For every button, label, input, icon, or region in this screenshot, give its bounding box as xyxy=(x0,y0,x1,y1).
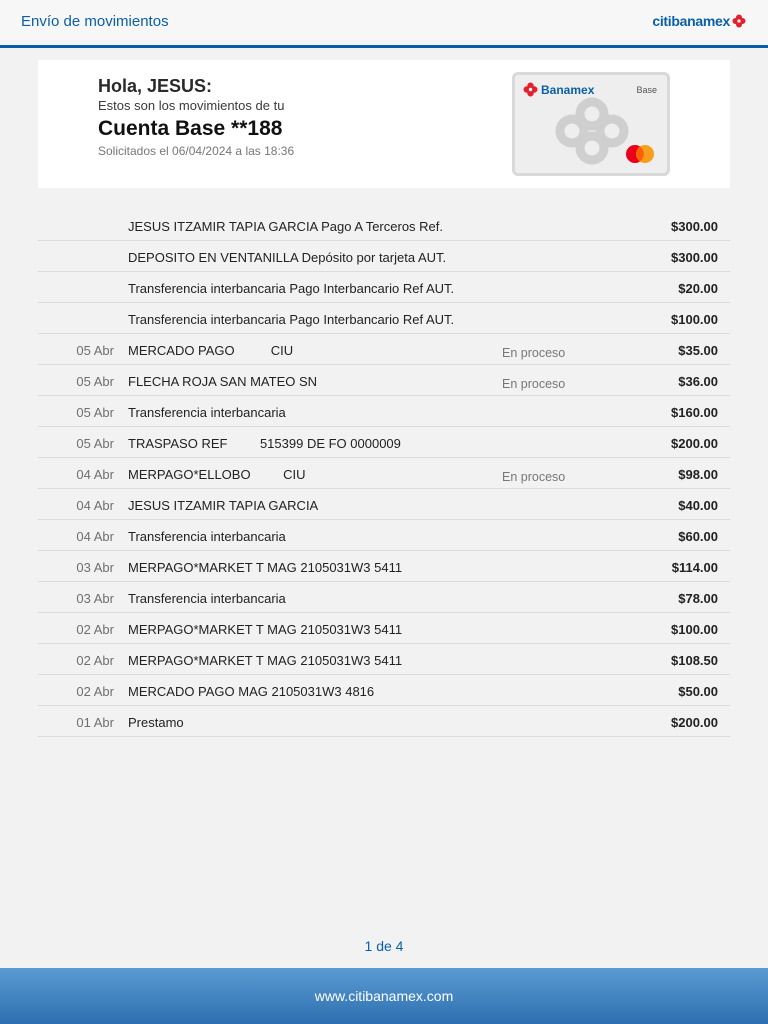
transaction-row xyxy=(38,675,730,706)
footer xyxy=(0,968,768,1024)
transaction-amount: $60.00 xyxy=(678,529,718,544)
transaction-date: 05 Abr xyxy=(76,405,114,420)
transaction-date: 02 Abr xyxy=(76,622,114,637)
card-brand-name: Banamex xyxy=(541,82,595,97)
transaction-amount: $300.00 xyxy=(671,219,718,234)
transaction-date: 04 Abr xyxy=(76,498,114,513)
transaction-row xyxy=(38,706,730,737)
transaction-description: JESUS ITZAMIR TAPIA GARCIA xyxy=(128,498,319,513)
transaction-amount: $78.00 xyxy=(678,591,718,606)
transaction-amount: $98.00 xyxy=(678,467,718,482)
transaction-row xyxy=(38,644,730,675)
page-title: Envío de movimientos xyxy=(21,13,169,30)
transaction-row xyxy=(38,489,730,520)
transaction-status: En proceso xyxy=(502,346,566,360)
requested-timestamp: Solicitados el 06/04/2024 a las 18:36 xyxy=(98,144,295,158)
transaction-amount: $200.00 xyxy=(671,436,718,451)
transaction-status: En proceso xyxy=(502,470,566,484)
greeting-hello: Hola, JESUS: xyxy=(98,76,213,96)
transactions-list xyxy=(38,210,730,737)
transaction-date: 04 Abr xyxy=(76,467,114,482)
transaction-amount: $40.00 xyxy=(678,498,718,513)
footer-url[interactable]: www.citibanamex.com xyxy=(314,988,454,1004)
banamex-flower-icon xyxy=(523,82,538,97)
transaction-description: Transferencia interbancaria xyxy=(128,405,286,420)
transaction-date: 01 Abr xyxy=(76,715,114,730)
transaction-row xyxy=(38,334,730,365)
transaction-date: 02 Abr xyxy=(76,684,114,699)
transaction-description: Transferencia interbancaria Pago Interbancario Ref AUT. xyxy=(128,281,455,296)
transaction-amount: $20.00 xyxy=(678,281,718,296)
transaction-row xyxy=(38,520,730,551)
transaction-description: Transferencia interbancaria xyxy=(128,591,286,606)
transaction-description: Prestamo xyxy=(128,715,184,730)
transaction-date: 05 Abr xyxy=(76,436,114,451)
top-bar xyxy=(0,0,768,48)
transaction-amount: $50.00 xyxy=(678,684,718,699)
transaction-date: 04 Abr xyxy=(76,529,114,544)
transaction-row xyxy=(38,396,730,427)
transaction-amount: $36.00 xyxy=(678,374,718,389)
transaction-description: JESUS ITZAMIR TAPIA GARCIA Pago A Terceros Ref. xyxy=(128,219,444,234)
transaction-date: 05 Abr xyxy=(76,343,114,358)
transaction-date: 03 Abr xyxy=(76,591,114,606)
transaction-row xyxy=(38,241,730,272)
transaction-row xyxy=(38,551,730,582)
transaction-description: Transferencia interbancaria Pago Interbancario Ref AUT. xyxy=(128,312,455,327)
transaction-date: 03 Abr xyxy=(76,560,114,575)
transaction-row xyxy=(38,272,730,303)
greeting-intro: Estos son los movimientos de tu xyxy=(98,98,285,113)
pagination-label: 1 de 4 xyxy=(364,938,404,954)
brand-banamex: banamex xyxy=(671,13,730,29)
transaction-amount: $100.00 xyxy=(671,622,718,637)
transaction-description: TRASPASO REF 515399 DE FO 0000009 xyxy=(128,436,401,451)
transaction-amount: $114.00 xyxy=(671,560,718,575)
account-name: Cuenta Base **188 xyxy=(98,117,283,140)
transaction-row xyxy=(38,458,730,489)
transaction-row xyxy=(38,613,730,644)
transaction-date: 02 Abr xyxy=(76,653,114,668)
transaction-description: MERCADO PAGO CIU xyxy=(128,343,294,358)
transaction-amount: $100.00 xyxy=(671,312,718,327)
transaction-description: FLECHA ROJA SAN MATEO SN xyxy=(128,374,318,389)
mastercard-icon xyxy=(623,143,657,165)
transaction-description: DEPOSITO EN VENTANILLA Depósito por tarjeta AUT. xyxy=(128,250,447,265)
transaction-row xyxy=(38,582,730,613)
transaction-description: MERCADO PAGO MAG 2105031W3 4816 xyxy=(128,684,375,699)
transaction-amount: $200.00 xyxy=(671,715,718,730)
banamex-flower-icon xyxy=(732,14,746,28)
transaction-description: Transferencia interbancaria xyxy=(128,529,286,544)
greeting-panel xyxy=(38,60,730,188)
transaction-row xyxy=(38,210,730,241)
transaction-amount: $160.00 xyxy=(671,405,718,420)
transaction-row xyxy=(38,303,730,334)
transaction-amount: $35.00 xyxy=(678,343,718,358)
citibanamex-logo xyxy=(652,13,746,29)
banamex-emblem-icon xyxy=(555,97,629,165)
transaction-description: MERPAGO*MARKET T MAG 2105031W3 5411 xyxy=(128,622,403,637)
card-product: Base xyxy=(636,85,657,95)
transaction-amount: $300.00 xyxy=(671,250,718,265)
transaction-date: 05 Abr xyxy=(76,374,114,389)
brand-citi: citi xyxy=(652,13,672,29)
transaction-amount: $108.50 xyxy=(671,653,718,668)
transaction-description: MERPAGO*ELLOBO CIU xyxy=(128,467,306,482)
card-image xyxy=(512,72,670,176)
transaction-row xyxy=(38,365,730,396)
card-brand-logo xyxy=(523,82,594,97)
transaction-status: En proceso xyxy=(502,377,566,391)
transaction-row xyxy=(38,427,730,458)
transaction-description: MERPAGO*MARKET T MAG 2105031W3 5411 xyxy=(128,653,403,668)
transaction-description: MERPAGO*MARKET T MAG 2105031W3 5411 xyxy=(128,560,403,575)
